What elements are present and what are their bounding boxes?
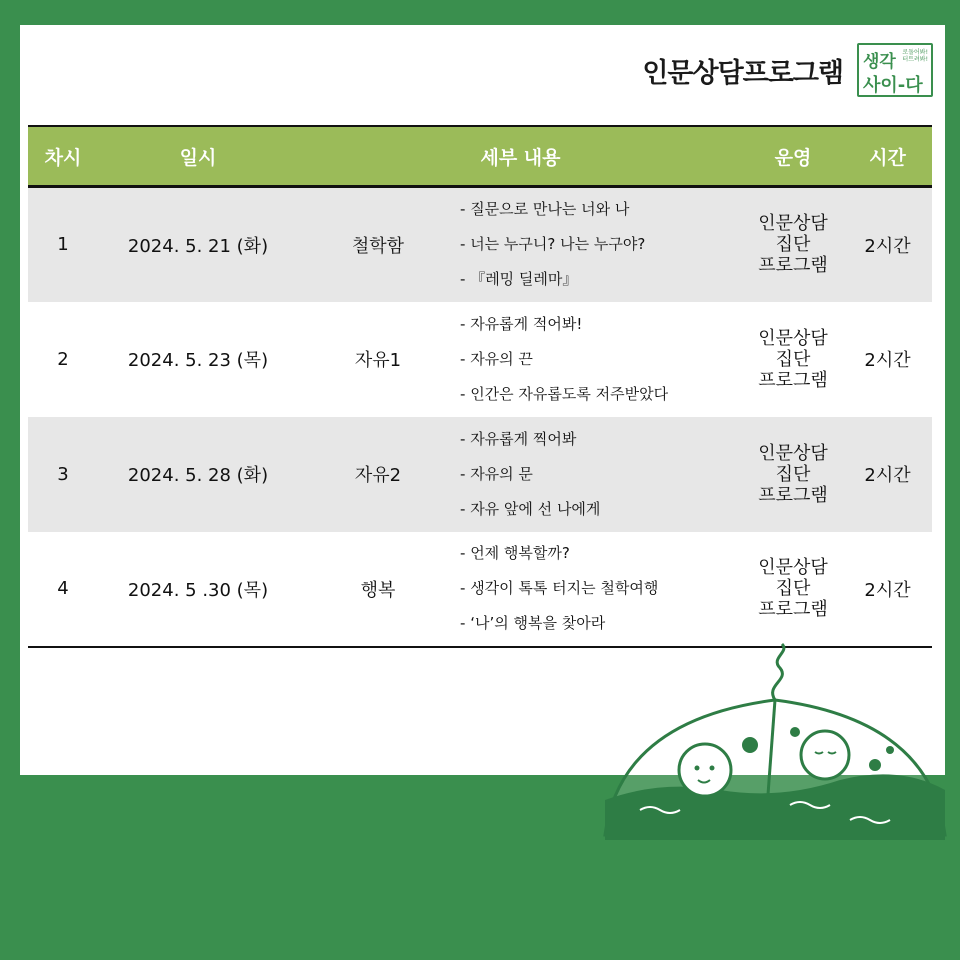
session-topic: 자유2 [354, 465, 402, 486]
session-details [458, 302, 743, 417]
logo-line-1: 생각 [863, 52, 896, 72]
session-topic: 자유1 [354, 350, 402, 371]
detail-item: - 자유의 끈 [460, 342, 743, 377]
session-date: 2024. 5 .30 (목) [127, 579, 269, 601]
detail-item: - 『레밍 딜레마』 [460, 262, 743, 297]
logo-line-2: 사이-다 [863, 75, 923, 96]
session-hours: 2시간 [864, 235, 911, 257]
program-title: 인문상담프로그램 [642, 57, 843, 89]
session-operation: 인문상담 집단 프로그램 [758, 442, 828, 506]
session-number: 3 [57, 463, 69, 485]
session-hours: 2시간 [864, 350, 911, 371]
detail-item: - 자유롭게 찍어봐 [460, 422, 743, 457]
umbrella-kids-illustration [600, 640, 950, 840]
brand-logo [857, 43, 933, 97]
table-row [28, 302, 932, 417]
detail-item: - 너는 누구니? 나는 누구야? [460, 227, 743, 262]
detail-item: - 자유롭게 적어봐! [460, 307, 743, 342]
session-date: 2024. 5. 21 (화) [127, 235, 269, 257]
detail-item: - 자유의 문 [460, 457, 743, 492]
column-header-hours: 시간 [843, 126, 932, 187]
logo-tagline: 로돌어봐! 터트려봐! [902, 49, 928, 63]
session-topic: 철학함 [351, 235, 405, 257]
session-details [458, 532, 743, 647]
session-hours: 2시간 [864, 465, 911, 486]
detail-item: - 자유 앞에 선 나에게 [460, 492, 743, 527]
table-row [28, 187, 932, 302]
session-operation: 인문상담 집단 프로그램 [758, 213, 828, 277]
detail-item: - 생각이 톡톡 터지는 철학여행 [460, 571, 743, 606]
session-date: 2024. 5. 28 (화) [127, 465, 269, 486]
session-hours: 2시간 [864, 579, 911, 601]
schedule-table [28, 125, 932, 648]
session-topic: 행복 [360, 579, 396, 601]
column-header-details: 세부 내용 [298, 126, 743, 187]
table-row [28, 417, 932, 532]
session-number: 4 [57, 578, 69, 599]
session-number: 2 [57, 348, 69, 370]
detail-item: - 질문으로 만나는 너와 나 [460, 192, 743, 227]
detail-item: - 인간은 자유롭도록 저주받았다 [460, 377, 743, 412]
session-operation: 인문상담 집단 프로그램 [758, 557, 828, 620]
column-header-operation: 운영 [743, 126, 843, 187]
column-header-date: 일시 [98, 126, 298, 187]
table-row [28, 532, 932, 647]
detail-item: - ‘나’의 행복을 찾아라 [460, 606, 743, 641]
session-details [458, 417, 743, 532]
session-number: 1 [57, 234, 69, 256]
session-details [458, 187, 743, 302]
page-header [642, 43, 933, 97]
detail-item: - 언제 행복할까? [460, 536, 743, 571]
column-header-session: 차시 [28, 126, 98, 187]
session-date: 2024. 5. 23 (목) [127, 350, 269, 371]
table-header-row [28, 126, 932, 187]
session-operation: 인문상담 집단 프로그램 [758, 327, 828, 391]
